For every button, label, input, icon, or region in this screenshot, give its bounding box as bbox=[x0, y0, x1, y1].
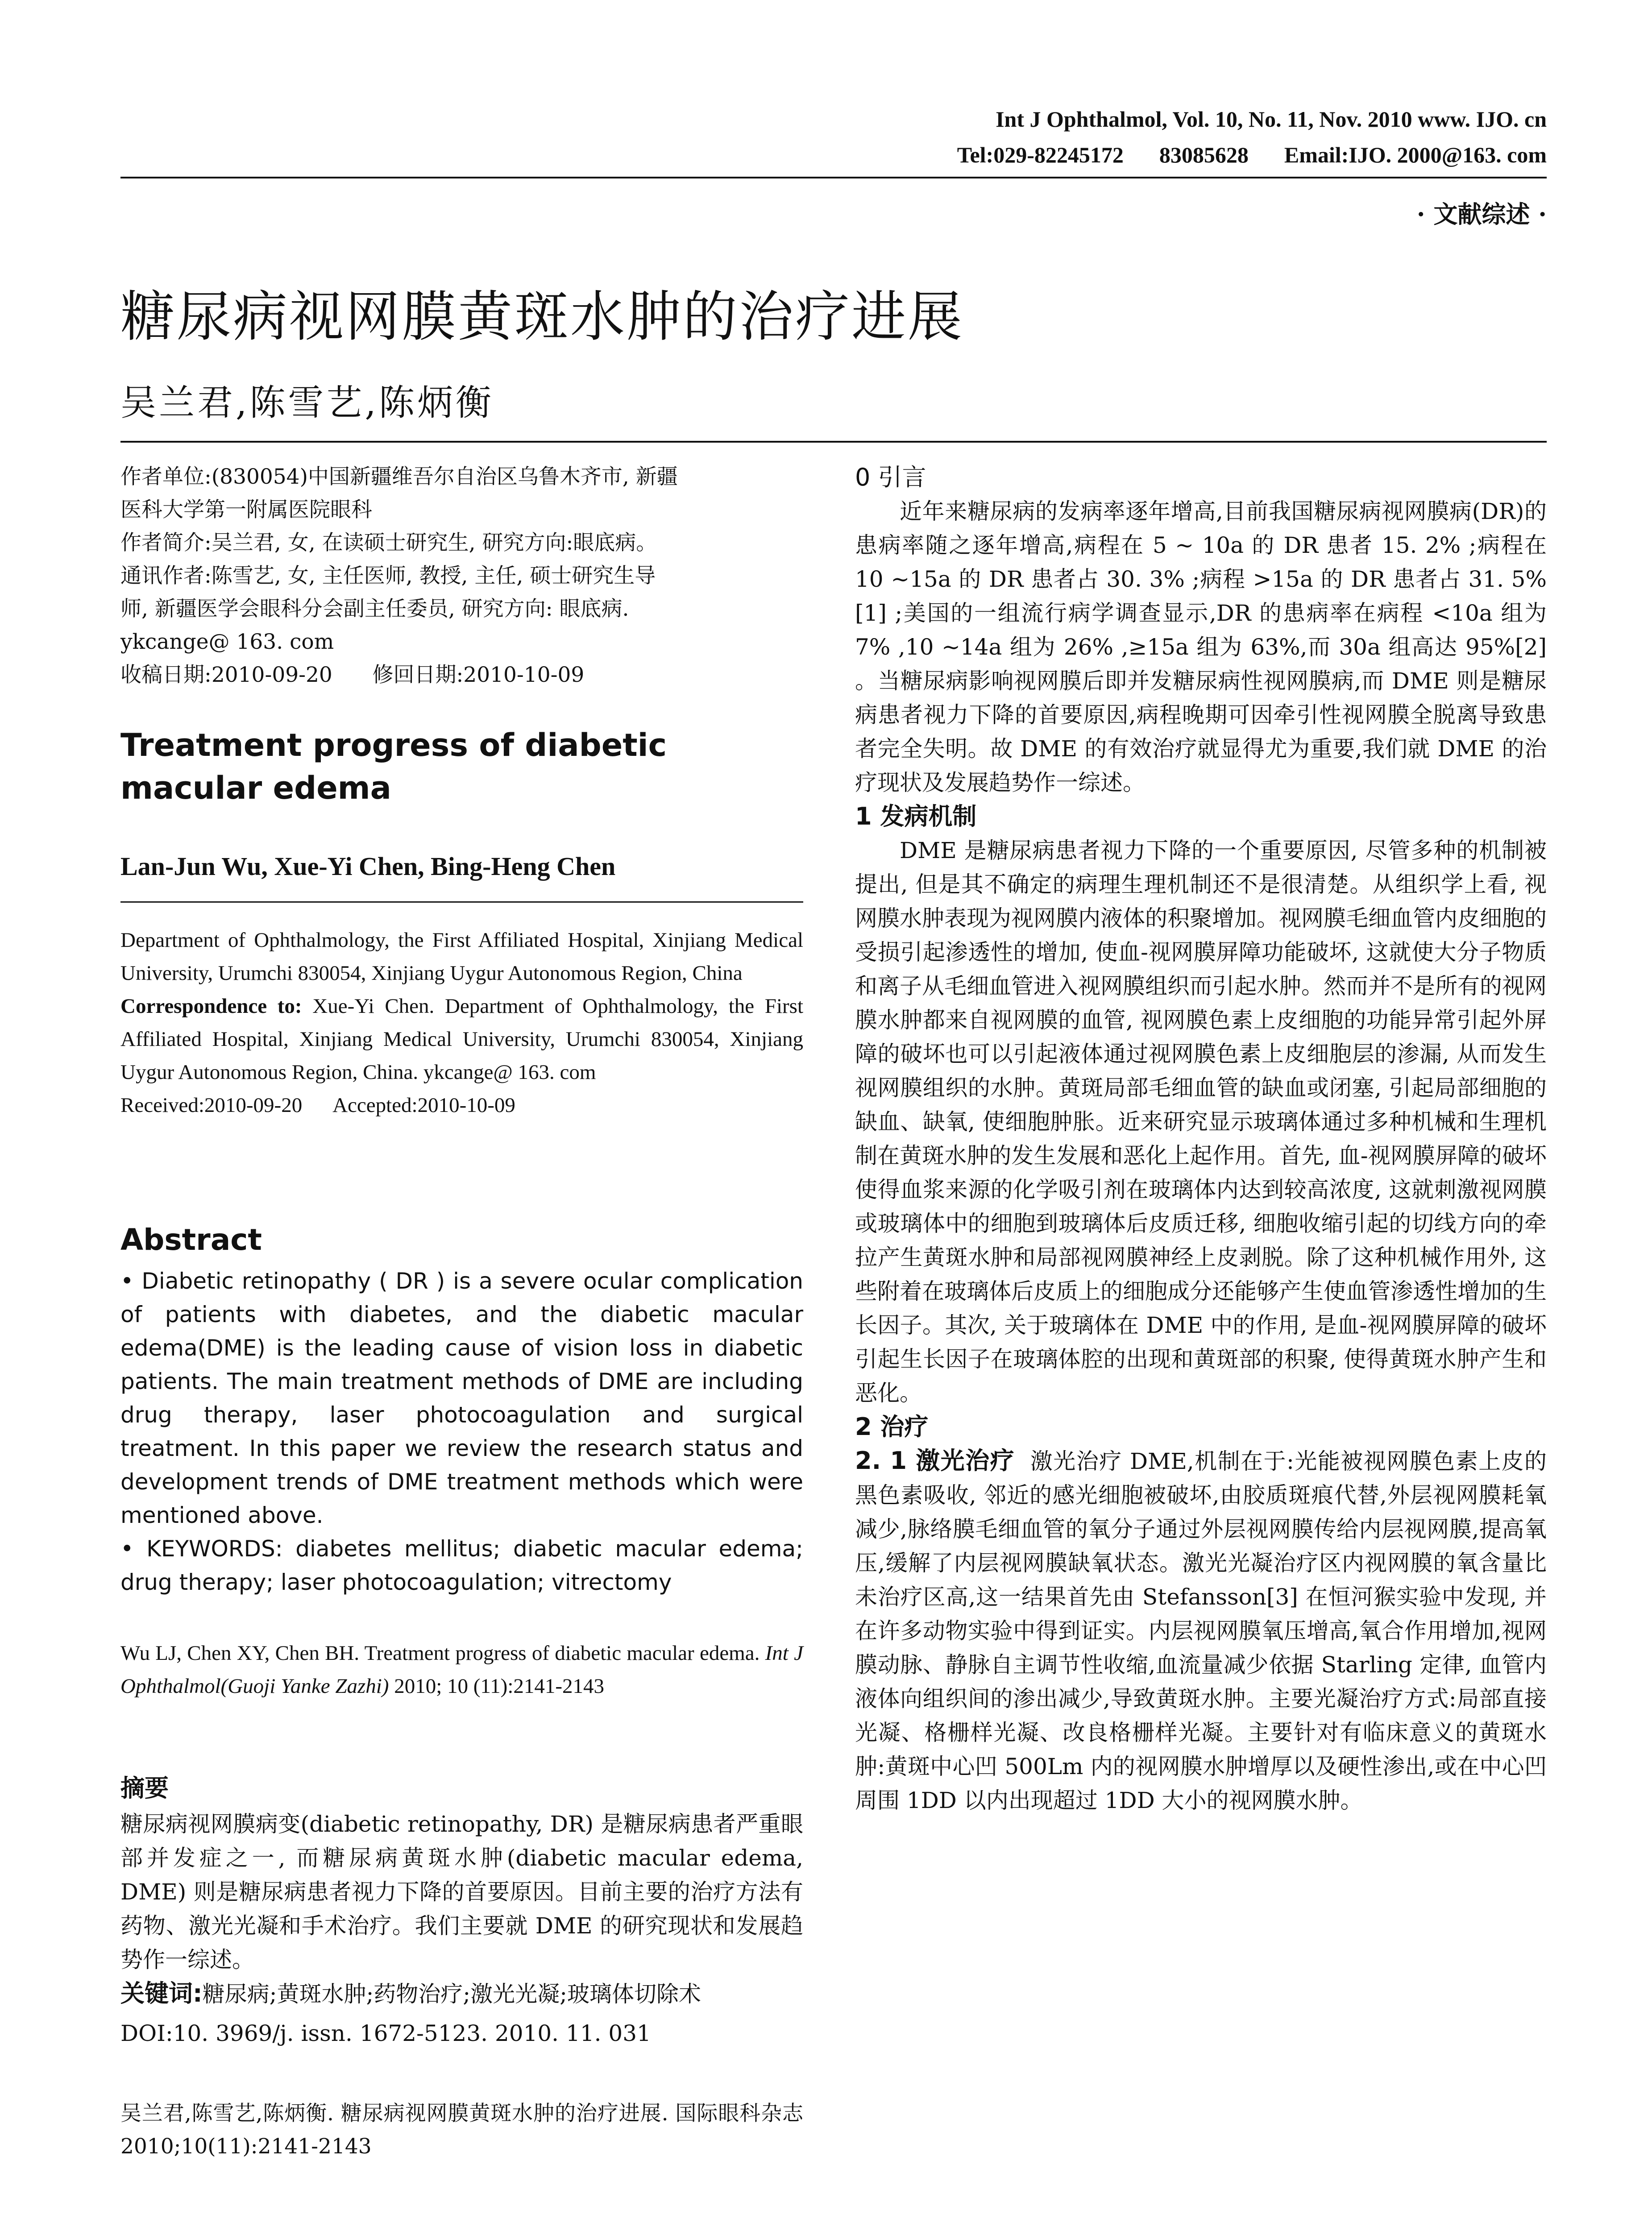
citation-journal: Int J Ophthalmol(Guoji Yanke Zazhi) bbox=[120, 1642, 803, 1698]
summary-text: 糖尿病视网膜病变(diabetic retinopathy, DR) 是糖尿病患者严重眼部并发症之一, 而糖尿病黄斑水肿(diabetic macular edema, DME) 则是糖尿病患者视力下降的首要原因。目前主要的治疗方法有药物、激光光凝和手术治疗。我们主要就 DME 的研究现状和发展趋势作一综述。 bbox=[120, 1811, 803, 1973]
citation-pre: Wu LJ, Chen XY, Chen BH. Treatment progress of diabetic macular edema. bbox=[120, 1642, 760, 1665]
sec21-text: 激光治疗 DME,机制在于:光能被视网膜色素上皮的黑色素吸收, 邻近的感光细胞被破坏,由胶质斑痕代替,外层视网膜耗氧减少,脉络膜毛细血管的氧分子通过外层视网膜传给内层视网膜,提高氧压,缓解了内层视网膜缺氧状态。激光光凝治疗区内视网膜的氧含量比未治疗区高,这一结果首先由 Stefansson[3] 在恒河猴实验中发现, 并在许多动物实验中得到证实。内层视网膜氧压增高,氧合作用增加,视网膜动脉、静脉自主调节性收缩,血流量减少依据 Starling 定律, 血管内液体向组织间的渗出减少,导致黄斑水肿。主要光凝治疗方式:局部直接光凝、格栅样光凝、改良格栅样光凝。主要针对有临床意义的黄斑水肿:黄斑中心凹 500Lm 内的视网膜水肿增厚以及硬性渗出,或在中心凹周围 1DD 以内出现超过 1DD 大小的视网膜水肿。 bbox=[855, 1448, 1547, 1813]
journal-header-line: Int J Ophthalmol, Vol. 10, No. 11, Nov. 2010 www. IJO. cn bbox=[996, 107, 1547, 132]
en-affiliation-block bbox=[120, 924, 803, 1122]
journal-tel: Tel:029-82245172 bbox=[957, 142, 1124, 167]
journal-email: Email:IJO. 2000@163. com bbox=[1284, 142, 1547, 167]
section-tag: · 文献综述 · bbox=[1416, 200, 1547, 228]
citation-cn-block bbox=[120, 2097, 803, 2163]
page-title: 糖尿病视网膜黄斑水肿的治疗进展 bbox=[120, 285, 964, 348]
journal-contact-line bbox=[848, 142, 1547, 168]
citation-post: 2010; 10 (11):2141-2143 bbox=[394, 1675, 605, 1698]
sec21-label: 2. 1 激光治疗 bbox=[855, 1447, 1015, 1475]
citation-cn: 吴兰君,陈雪艺,陈炳衡. 糖尿病视网膜黄斑水肿的治疗进展. 国际眼科杂志 2010;10(11):2141-2143 bbox=[120, 2101, 803, 2159]
en-affiliation: Department of Ophthalmology, the First Affiliated Hospital, Xinjiang Medical University, Urumchi 830054, Xinjiang Uygur Autonomous Region, China bbox=[120, 929, 803, 985]
affiliation-line: 作者单位:(830054)中国新疆维吾尔自治区乌鲁木齐市, 新疆 bbox=[120, 464, 678, 489]
authors-cn: 吴兰君,陈雪艺,陈炳衡 bbox=[120, 382, 494, 423]
received-dates-cn: 收稿日期:2010-09-20 修回日期:2010-10-09 bbox=[120, 663, 585, 687]
right-column bbox=[855, 460, 1547, 1817]
affiliation-line: 医科大学第一附属医院眼科 bbox=[120, 498, 372, 522]
header-rule bbox=[120, 177, 1547, 178]
correspondence-cn-line: 师, 新疆医学会眼科分会副主任委员, 研究方向: 眼底病. bbox=[120, 597, 629, 621]
correspondence-label: Correspondence to: bbox=[120, 995, 302, 1018]
abstract-heading: Abstract bbox=[120, 1223, 262, 1257]
title-rule bbox=[120, 441, 1547, 443]
keywords-cn-label: 关键词: bbox=[120, 1979, 203, 2007]
sec1-heading: 1 发病机制 bbox=[855, 802, 977, 830]
keywords-text: • KEYWORDS: diabetes mellitus; diabetic macular edema; drug therapy; laser photocoagulation; vitrectomy bbox=[120, 1536, 803, 1595]
sec2-heading: 2 治疗 bbox=[855, 1413, 929, 1441]
citation-en bbox=[120, 1637, 803, 1703]
citation-block bbox=[120, 1637, 803, 1703]
correspondence-text: Xue-Yi Chen. Department of Ophthalmology, the First Affiliated Hospital, Xinjiang Medical University, Urumchi 830054, Xinjiang Uygur Autonomous Region, China. ykcange@ 163. com bbox=[120, 995, 804, 1084]
sec0-heading: 0 引言 bbox=[855, 463, 926, 491]
author-intro-line: 作者简介:吴兰君, 女, 在读硕士研究生, 研究方向:眼底病。 bbox=[120, 531, 657, 555]
doi: DOI:10. 3969/j. issn. 1672-5123. 2010. 11. 031 bbox=[120, 2020, 651, 2046]
abstract-block bbox=[120, 1265, 803, 1599]
en-received-dates: Received:2010-09-20 Accepted:2010-10-09 bbox=[120, 1094, 515, 1117]
keywords-cn-text: 糖尿病;黄斑水肿;药物治疗;激光光凝;玻璃体切除术 bbox=[202, 1981, 701, 2007]
en-authors-rule bbox=[120, 901, 803, 903]
sec1-text: DME 是糖尿病患者视力下降的一个重要原因, 尽管多种的机制被提出, 但是其不确定的病理生理机制还不是很清楚。从组织学上看, 视网膜水肿表现为视网膜内液体的积聚增加。视网膜毛细血管内皮细胞的受损引起渗透性的增加, 使血-视网膜屏障功能破坏, 这就使大分子物质和离子从毛细血管进入视网膜组织而引起水肿。然而并不是所有的视网膜水肿都来自视网膜的血管, 视网膜色素上皮细胞的功能异常引起外屏障的破坏也可以引起液体通过视网膜色素上皮细胞层的渗漏, 从而发生视网膜组织的水肿。黄斑局部毛细血管的缺血或闭塞, 引起局部细胞的缺血、缺氧, 使细胞肿胀。近来研究显示玻璃体通过多种机械和生理机制在黄斑水肿的发生发展和恶化上起作用。首先, 血-视网膜屏障的破坏使得血浆来源的化学吸引剂在玻璃体内达到较高浓度, 这就刺激视网膜或玻璃体中的细胞到玻璃体后皮质迁移, 细胞收缩引起的切线方向的牵拉产生黄斑水肿和局部视网膜神经上皮剥脱。除了这种机械作用外, 这些附着在玻璃体后皮质上的细胞成分还能够产生使血管渗透性增加的生长因子。其次, 关于玻璃体在 DME 中的作用, 是血-视网膜屏障的破坏引起生长因子在玻璃体腔的出现和黄斑部的积聚, 使得黄斑水肿产生和恶化。 bbox=[855, 838, 1547, 1406]
en-correspondence bbox=[120, 990, 803, 1089]
keywords-cn bbox=[120, 1977, 803, 2011]
correspondence-email: ykcange@ 163. com bbox=[120, 630, 334, 654]
summary-heading: 摘要 bbox=[120, 1774, 169, 1802]
sec21-paragraph bbox=[855, 1444, 1547, 1817]
correspondence-cn-line: 通讯作者:陈雪艺, 女, 主任医师, 教授, 主任, 硕士研究生导 bbox=[120, 564, 656, 588]
journal-tel2: 83085628 bbox=[1159, 142, 1249, 167]
abstract-text: • Diabetic retinopathy ( DR ) is a severe ocular complication of patients with diabetes, and the diabetic macular edema(DME) is the leading cause of vision loss in diabetic patients. The main treatment methods of DME are including drug therapy, laser photocoagulation and surgical treatment. In this paper we review the research status and development trends of DME treatment methods which were mentioned above. bbox=[120, 1268, 803, 1528]
en-authors: Lan-Jun Wu, Xue-Yi Chen, Bing-Heng Chen bbox=[120, 852, 616, 881]
en-title: Treatment progress of diabetic macular edema bbox=[120, 727, 667, 806]
affiliation-block bbox=[120, 460, 803, 692]
summary-block bbox=[120, 1807, 803, 2050]
sec0-text: 近年来糖尿病的发病率逐年增高,目前我国糖尿病视网膜病(DR)的患病率随之逐年增高,病程在 5 ~ 10a 的 DR 患者 15. 2% ;病程在 10 ~15a 的 DR 患者占 30. 3% ;病程 >15a 的 DR 患者占 31. 5%[1] ;美国的一组流行病学调查显示,DR 的患病率在病程 <10a 组为7% ,10 ~14a 组为 26% ,≥15a 组为 63%,而 30a 组高达 95%[2] 。当糖尿病影响视网膜后即并发糖尿病性视网膜病,而 DME 则是糖尿病患者视力下降的首要原因,病程晚期可因牵引性视网膜全脱离导致患者完全失明。故 DME 的有效治疗就显得尤为重要,我们就 DME 的治疗现状及发展趋势作一综述。 bbox=[855, 498, 1547, 796]
